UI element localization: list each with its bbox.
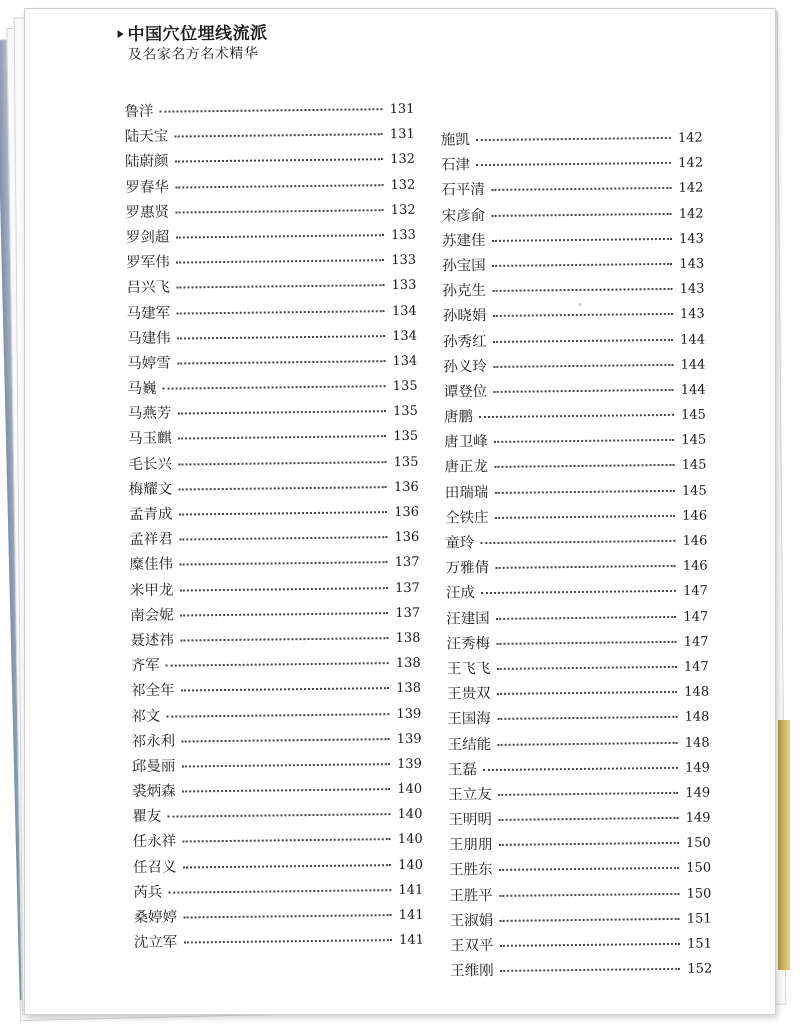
toc-entry-name: 王国海 xyxy=(447,711,491,728)
toc-entry-page: 132 xyxy=(390,152,416,168)
toc-entry-name: 王飞飞 xyxy=(446,660,491,678)
toc-entry-page: 131 xyxy=(389,126,415,143)
toc-entry xyxy=(444,428,706,456)
dot-leader xyxy=(483,767,678,771)
toc-entry xyxy=(134,928,424,956)
triangle-marker-icon xyxy=(118,30,124,38)
toc-entry-page: 151 xyxy=(686,911,712,927)
toc-entry xyxy=(441,126,703,154)
toc-entry xyxy=(127,323,417,351)
dot-leader xyxy=(497,691,678,695)
toc-entry-name: 马婷雪 xyxy=(127,355,171,372)
dot-leader xyxy=(177,410,386,414)
toc-entry-page: 147 xyxy=(683,609,709,625)
toc-entry xyxy=(129,525,419,553)
dot-leader xyxy=(491,238,672,242)
dot-leader xyxy=(492,263,673,267)
toc-entry-page: 143 xyxy=(679,306,705,323)
dot-leader xyxy=(175,159,384,163)
toc-entry xyxy=(445,529,707,557)
dot-leader xyxy=(181,763,390,767)
toc-entry-page: 142 xyxy=(678,206,704,222)
toc-entry-page: 147 xyxy=(683,634,709,650)
dot-leader xyxy=(498,792,679,796)
dot-leader xyxy=(498,842,679,846)
toc-entry-page: 141 xyxy=(398,907,424,924)
dot-leader xyxy=(178,436,387,440)
toc-entry-name: 罗军伟 xyxy=(126,254,170,272)
toc-entry-name: 芮兵 xyxy=(133,884,163,901)
toc-entry-page: 145 xyxy=(681,457,707,474)
toc-entry-name: 孟青成 xyxy=(128,506,173,524)
toc-entry xyxy=(129,550,419,578)
toc-entry-name: 罗春华 xyxy=(125,179,169,196)
toc-entry-name: 孙克生 xyxy=(442,283,487,300)
toc-entry xyxy=(129,500,419,528)
toc-entry xyxy=(133,903,423,931)
dot-leader xyxy=(181,687,390,691)
toc-entry xyxy=(442,201,704,229)
dot-leader xyxy=(183,864,392,868)
toc-entry-name: 梅耀文 xyxy=(128,481,173,498)
toc-entry-name: 罗惠贤 xyxy=(125,204,170,221)
dot-leader xyxy=(175,184,384,188)
toc-entry xyxy=(129,475,419,503)
toc-entry-page: 135 xyxy=(393,454,419,470)
dot-leader xyxy=(177,335,386,339)
dot-leader xyxy=(178,461,387,465)
toc-entry xyxy=(449,856,711,884)
toc-entry xyxy=(126,248,416,276)
dot-leader xyxy=(496,615,677,619)
toc-entry-name: 邱曼丽 xyxy=(131,758,176,775)
toc-entry-name: 孙宝国 xyxy=(442,257,486,275)
toc-entry-name: 孙秀红 xyxy=(442,333,487,350)
toc-entry-page: 134 xyxy=(392,328,418,344)
toc-entry-page: 140 xyxy=(397,781,423,798)
dot-leader xyxy=(494,490,675,494)
toc-entry-name: 马建军 xyxy=(126,305,171,322)
toc-entry-page: 143 xyxy=(679,231,705,247)
toc-entry-page: 141 xyxy=(398,882,424,898)
toc-entry-name: 仝铁庄 xyxy=(444,509,489,527)
toc-entry xyxy=(127,349,417,377)
toc-left-column xyxy=(124,97,424,957)
dust-speck xyxy=(579,303,582,306)
toc-entry-page: 136 xyxy=(394,504,420,521)
dot-leader xyxy=(499,867,680,871)
toc-entry-name: 王维刚 xyxy=(450,963,494,980)
toc-entry-page: 144 xyxy=(680,357,706,373)
running-header xyxy=(127,22,267,64)
dot-leader xyxy=(179,587,388,591)
dot-leader xyxy=(500,968,681,972)
dot-leader xyxy=(494,464,675,468)
toc-entry xyxy=(131,651,421,679)
toc-entry xyxy=(128,449,418,477)
toc-entry-page: 145 xyxy=(681,432,707,449)
toc-entry xyxy=(442,277,704,305)
dot-leader xyxy=(179,511,388,515)
toc-entry-page: 142 xyxy=(677,130,703,146)
toc-entry xyxy=(448,730,710,758)
dot-leader xyxy=(176,310,385,314)
toc-entry-page: 133 xyxy=(391,278,417,294)
dot-leader xyxy=(182,839,391,843)
dot-leader xyxy=(495,515,676,519)
toc-entry-page: 142 xyxy=(678,180,704,197)
toc-entry xyxy=(441,176,703,204)
toc-entry-page: 149 xyxy=(685,810,711,826)
toc-entry-name: 石平清 xyxy=(441,182,485,199)
toc-entry-page: 144 xyxy=(680,332,706,348)
toc-entry-page: 148 xyxy=(684,684,710,700)
toc-entry-name: 谭登位 xyxy=(443,383,488,401)
toc-entry-page: 146 xyxy=(682,508,708,524)
toc-right-column xyxy=(441,126,713,985)
toc-entry xyxy=(444,403,706,431)
toc-entry-page: 137 xyxy=(395,605,421,621)
toc-entry-page: 142 xyxy=(678,155,704,172)
dot-leader xyxy=(479,414,674,418)
toc-entry xyxy=(128,424,418,452)
toc-entry-name: 马建伟 xyxy=(126,330,171,347)
toc-entry-name: 马巍 xyxy=(127,380,157,398)
dot-leader xyxy=(178,486,387,490)
toc-entry-page: 145 xyxy=(681,407,707,423)
toc-entry-name: 王磊 xyxy=(447,761,478,779)
dot-leader xyxy=(159,108,382,113)
toc-entry-page: 140 xyxy=(398,857,424,873)
dot-leader xyxy=(167,813,390,818)
toc-entry-name: 桑婷婷 xyxy=(133,909,178,927)
toc-entry-name: 王结能 xyxy=(447,736,492,753)
page-content xyxy=(19,5,780,1018)
dot-leader xyxy=(496,666,677,670)
toc-entry-page: 150 xyxy=(686,886,712,902)
toc-entry-page: 150 xyxy=(685,835,711,852)
toc-entry-page: 141 xyxy=(398,932,424,949)
toc-entry-page: 143 xyxy=(679,281,705,297)
toc-entry-page: 137 xyxy=(394,580,420,596)
toc-entry-name: 田瑞瑞 xyxy=(444,484,489,502)
toc-entry-page: 137 xyxy=(394,555,420,571)
toc-entry-name: 汪秀梅 xyxy=(446,635,491,653)
toc-entry xyxy=(450,906,712,934)
toc-entry-page: 134 xyxy=(392,353,418,369)
toc-entry-page: 136 xyxy=(394,529,420,546)
toc-entry-name: 毛长兴 xyxy=(128,456,173,473)
dot-leader xyxy=(497,741,678,745)
toc-entry xyxy=(124,97,414,125)
toc-entry-name: 唐正龙 xyxy=(444,459,489,476)
toc-entry-name: 祁全年 xyxy=(130,682,175,700)
dot-leader xyxy=(180,612,389,616)
toc-entry-page: 147 xyxy=(683,583,709,600)
toc-entry-page: 146 xyxy=(682,533,708,549)
toc-entry-page: 135 xyxy=(392,404,418,420)
dot-leader xyxy=(492,313,673,317)
toc-entry-page: 132 xyxy=(390,202,416,218)
dot-leader xyxy=(163,385,386,390)
toc-entry-name: 罗剑超 xyxy=(125,229,170,247)
toc-entry-name: 陆天宝 xyxy=(124,128,169,146)
toc-entry xyxy=(441,151,703,179)
toc-entry xyxy=(447,705,709,733)
dot-leader xyxy=(183,939,392,943)
toc-entry xyxy=(128,399,418,427)
dot-leader xyxy=(493,389,674,393)
toc-entry-page: 146 xyxy=(682,558,708,574)
toc-entry xyxy=(127,298,417,326)
toc-entry xyxy=(445,478,707,506)
toc-entry xyxy=(125,172,415,200)
toc-entry-name: 唐鹏 xyxy=(443,409,474,426)
dot-leader xyxy=(476,137,671,141)
header-title: 中国穴位埋线流派 xyxy=(127,23,268,46)
toc-entry-page: 138 xyxy=(395,630,421,646)
toc-entry xyxy=(450,931,712,959)
toc-entry-name: 王双平 xyxy=(449,937,494,955)
toc-entry-name: 汪成 xyxy=(445,585,476,602)
dot-leader xyxy=(168,889,391,894)
toc-entry-name: 孙义玲 xyxy=(443,358,487,376)
toc-entry xyxy=(448,755,710,783)
toc-entry xyxy=(449,881,711,909)
toc-entry-name: 吕兴飞 xyxy=(126,279,171,297)
toc-entry-name: 齐军 xyxy=(130,657,160,675)
toc-entry xyxy=(450,957,712,985)
toc-entry-name: 任召义 xyxy=(132,859,177,876)
toc-entry xyxy=(443,327,705,355)
toc-entry xyxy=(447,680,709,708)
toc-entry xyxy=(133,878,423,906)
toc-entry-name: 祁永利 xyxy=(131,733,176,750)
toc-entry-name: 唐卫峰 xyxy=(444,434,488,451)
toc-entry-name: 万雅倩 xyxy=(445,560,490,577)
toc-entry xyxy=(130,601,420,629)
dot-leader xyxy=(174,133,383,137)
toc-entry-page: 152 xyxy=(687,961,713,977)
toc-entry-page: 147 xyxy=(683,659,709,675)
dot-leader xyxy=(481,590,676,594)
dot-leader xyxy=(181,738,390,742)
toc-entry-page: 143 xyxy=(679,256,705,272)
dot-leader xyxy=(499,918,680,922)
toc-entry-page: 145 xyxy=(681,483,707,499)
toc-entry-page: 148 xyxy=(684,735,710,751)
toc-entry-page: 136 xyxy=(393,479,419,495)
dot-leader xyxy=(480,540,675,544)
toc-entry xyxy=(125,198,415,226)
toc-entry-page: 134 xyxy=(391,303,417,319)
toc-entry-name: 鲁洋 xyxy=(124,103,154,121)
toc-entry-name: 石津 xyxy=(440,157,471,174)
toc-entry-name: 沈立军 xyxy=(133,934,178,952)
toc-entry xyxy=(448,806,710,834)
toc-entry xyxy=(443,302,705,330)
toc-entry-name: 南会妮 xyxy=(130,607,174,624)
toc-entry-name: 孟祥君 xyxy=(129,531,173,549)
dot-leader xyxy=(496,641,677,645)
toc-entry-page: 140 xyxy=(397,807,423,823)
dot-leader xyxy=(491,212,672,216)
toc-entry xyxy=(132,777,422,805)
toc-entry xyxy=(125,147,415,175)
toc-entry-name: 祁文 xyxy=(131,708,161,725)
toc-entry-name: 王贵双 xyxy=(446,686,491,703)
dot-leader xyxy=(476,162,671,166)
toc-entry xyxy=(127,374,417,402)
toc-entry-name: 宋彦俞 xyxy=(441,207,486,225)
toc-entry-name: 汪建国 xyxy=(446,610,490,628)
toc-entry-name: 王立友 xyxy=(448,786,492,804)
dot-leader xyxy=(492,288,673,292)
toc-entry xyxy=(446,554,708,582)
toc-entry xyxy=(130,626,420,654)
toc-entry xyxy=(447,654,709,682)
toc-entry-name: 王胜东 xyxy=(448,862,493,879)
toc-entry-page: 151 xyxy=(687,936,713,952)
toc-entry xyxy=(131,726,421,754)
dot-leader xyxy=(176,284,385,288)
toc-entry xyxy=(442,251,704,279)
toc-entry-name: 王淑娟 xyxy=(449,912,494,930)
toc-entry-page: 139 xyxy=(396,756,422,772)
toc-entry xyxy=(125,122,415,150)
dot-leader xyxy=(494,439,675,443)
toc-entry xyxy=(444,377,706,405)
toc-entry-page: 149 xyxy=(685,760,711,776)
book-page xyxy=(24,8,776,1015)
toc-entry-name: 糜佳伟 xyxy=(129,556,174,574)
toc-entry xyxy=(446,604,708,632)
toc-entry xyxy=(445,503,707,531)
toc-entry xyxy=(131,701,421,729)
toc-entry xyxy=(442,226,704,254)
dot-leader xyxy=(166,662,389,667)
toc-entry-name: 聂述祎 xyxy=(130,632,175,650)
toc-entry-page: 132 xyxy=(390,177,416,193)
dot-leader xyxy=(179,536,388,540)
toc-entry-page: 135 xyxy=(392,378,418,395)
dot-leader xyxy=(182,788,391,792)
dot-leader xyxy=(176,259,385,263)
toc-entry-page: 131 xyxy=(389,101,415,118)
dot-leader xyxy=(491,187,672,191)
toc-entry-name: 裘炳森 xyxy=(132,783,176,801)
toc-entry xyxy=(132,752,422,780)
toc-entry xyxy=(449,831,711,859)
toc-entry-page: 138 xyxy=(395,655,421,672)
toc-entry xyxy=(131,676,421,704)
toc-entry-name: 童玲 xyxy=(445,535,475,552)
dot-leader xyxy=(183,914,392,918)
toc-entry xyxy=(132,802,422,830)
dot-leader xyxy=(180,637,389,641)
toc-entry-name: 苏建佳 xyxy=(441,232,486,250)
header-subtitle: 及名家名方名术精华 xyxy=(127,45,259,64)
toc-entry-page: 138 xyxy=(396,681,422,697)
dot-leader xyxy=(179,562,388,566)
toc-entry-name: 任永祥 xyxy=(132,833,177,851)
toc-entry-name: 王明明 xyxy=(448,812,493,829)
toc-entry-page: 133 xyxy=(390,227,416,244)
toc-entry-page: 139 xyxy=(396,731,422,747)
dot-leader xyxy=(177,360,386,364)
toc-entry-page: 148 xyxy=(684,709,710,726)
toc-entry xyxy=(130,575,420,603)
dot-leader xyxy=(493,364,674,368)
toc-entry xyxy=(446,579,708,607)
toc-entry-name: 马玉麒 xyxy=(128,431,172,448)
dot-leader xyxy=(175,234,384,238)
toc-entry xyxy=(126,223,416,251)
toc-entry-name: 孙晓娟 xyxy=(442,308,487,325)
toc-entry-name: 王朋朋 xyxy=(448,837,493,854)
toc-entry xyxy=(446,629,708,657)
toc-entry-name: 王胜平 xyxy=(449,887,493,905)
toc-entry-page: 139 xyxy=(396,706,422,722)
dot-leader xyxy=(497,716,678,720)
dot-leader xyxy=(498,817,679,821)
toc-entry xyxy=(126,273,416,301)
toc-entry-page: 144 xyxy=(680,382,706,398)
toc-entry-name: 陆蔚颜 xyxy=(124,153,169,171)
dot-leader xyxy=(499,943,680,947)
toc-entry-page: 149 xyxy=(685,785,711,801)
toc-entry xyxy=(444,453,706,481)
toc-entry-page: 150 xyxy=(686,860,712,877)
toc-entry xyxy=(443,352,705,380)
dot-leader xyxy=(499,892,680,896)
toc-entry-name: 米甲龙 xyxy=(129,582,174,599)
toc-entry xyxy=(133,827,423,855)
toc-entry-page: 133 xyxy=(391,252,417,269)
toc-entry-name: 瞿友 xyxy=(132,808,162,826)
dot-leader xyxy=(493,338,674,342)
toc-entry xyxy=(448,780,710,808)
toc-entry xyxy=(133,852,423,880)
dot-leader xyxy=(166,713,389,718)
dot-leader xyxy=(495,565,676,569)
toc-entry-name: 施凯 xyxy=(440,132,470,149)
dot-leader xyxy=(175,209,384,213)
toc-entry-page: 135 xyxy=(393,429,419,445)
toc-entry-name: 马燕芳 xyxy=(127,405,172,423)
toc-entry-page: 140 xyxy=(397,832,423,848)
